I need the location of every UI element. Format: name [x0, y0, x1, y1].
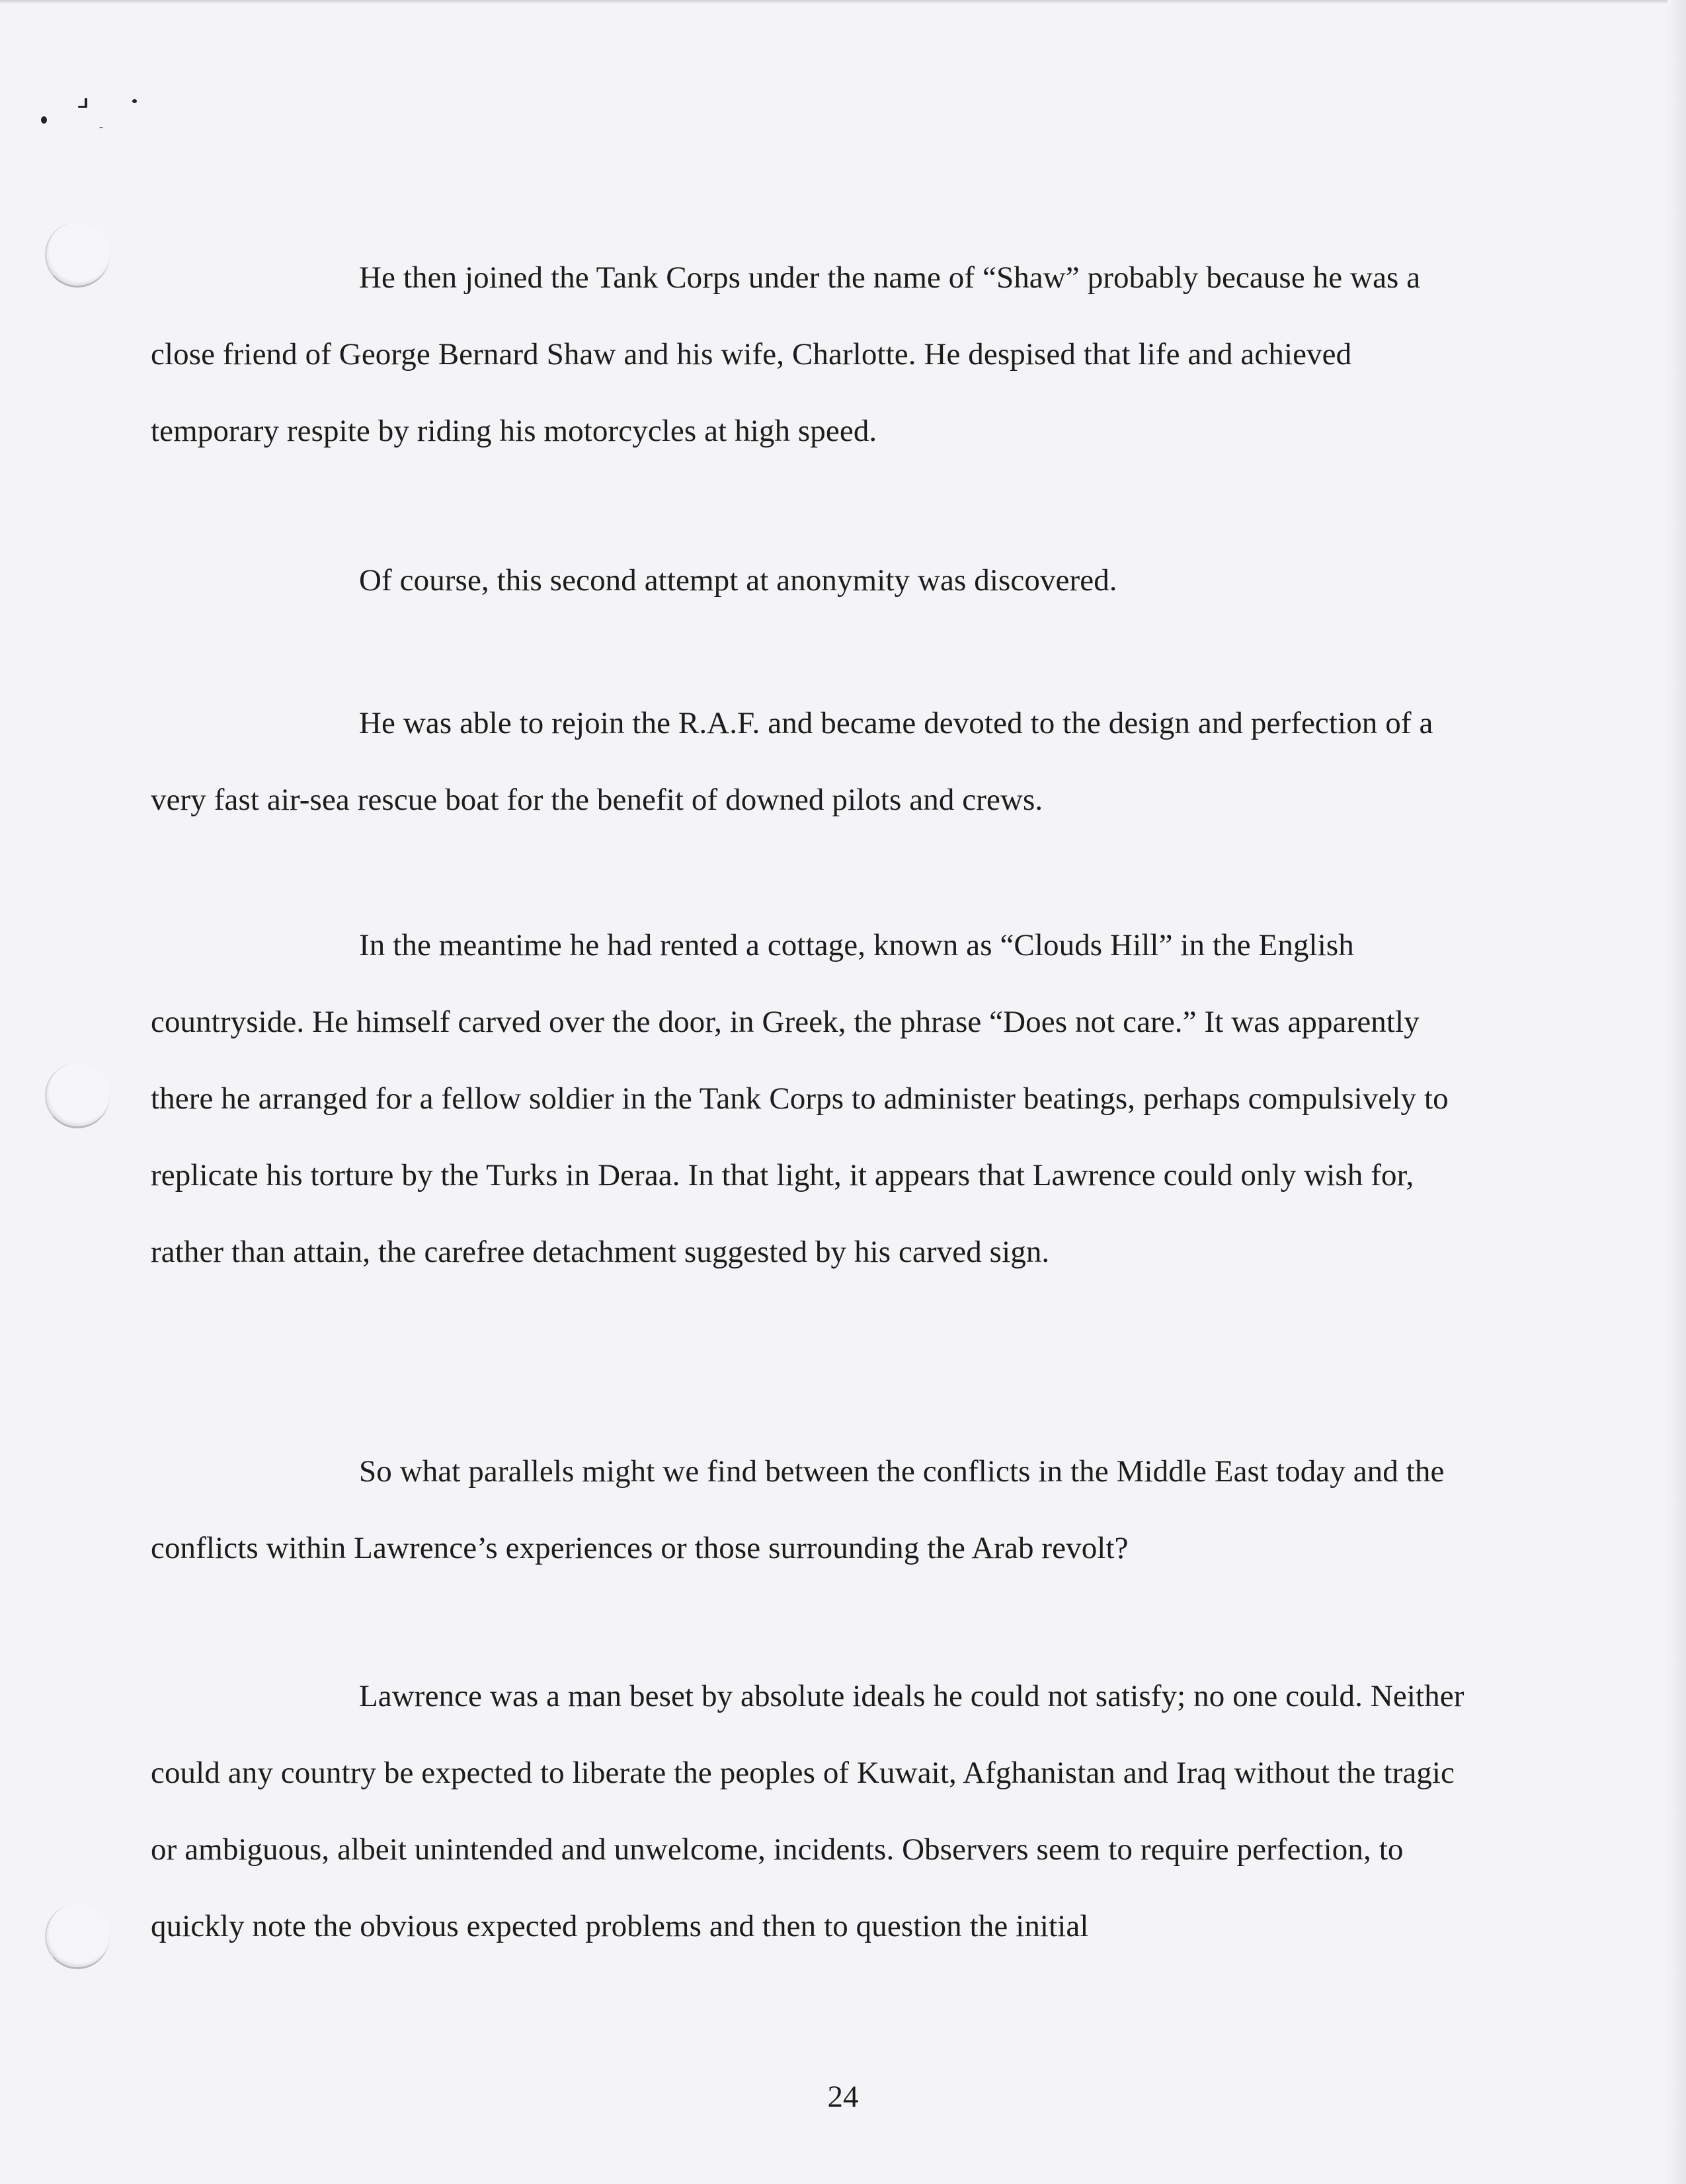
punch-hole-bottom [45, 1904, 110, 1969]
paragraph-middle-east-parallels: So what parallels might we find between the conflicts in the Middle East today and the conflicts within Lawrence’s experiences or those surrounding the Arab revolt? [151, 1454, 1445, 1565]
page-top-edge [0, 0, 1686, 4]
punch-hole-middle [45, 1063, 110, 1128]
scan-speck [41, 116, 47, 124]
paragraph-rejoin-raf: He was able to rejoin the R.A.F. and became devoted to the design and perfection of a very fast air-sea rescue boat for the benefit of downed pilots and crews. [151, 706, 1433, 817]
page-number: 24 [827, 2080, 859, 2114]
paragraph-tank-corps: He then joined the Tank Corps under the name of “Shaw” probably because he was a close friend of George Bernard Shaw and his wife, Charlotte. He despised that life and achieved temporary respite by riding his motorcycles at high speed. [151, 260, 1421, 448]
scan-speck [78, 106, 87, 108]
scan-speck [99, 127, 103, 128]
paragraph-clouds-hill: In the meantime he had rented a cottage, known as “Clouds Hill” in the English countryside. He himself carved over the door, in Greek, the phrase “Does not care.” It was apparently there he arranged for a fellow soldier in the Tank Corps to administer beatings, perhaps compulsively to replicate his torture by the Turks in Deraa. In that light, it appears that Lawrence could only wish for, rather than attain, the carefree detachment suggested by his carved sign. [151, 928, 1449, 1269]
scan-speck [132, 99, 137, 103]
page-right-edge [1667, 0, 1686, 2184]
paragraph-anonymity-discovered: Of course, this second attempt at anonymity was discovered. [359, 563, 1117, 598]
paragraph-absolute-ideals: Lawrence was a man beset by absolute ideals he could not satisfy; no one could. Neither could any country be expected to liberate the peoples of Kuwait, Afghanistan and Iraq without the tragic or ambiguous, albeit unintended and unwelcome, incidents. Observers seem to require perfection, to quickly note the obvious expected problems and then to question the initial [151, 1679, 1465, 1943]
punch-hole-top [45, 222, 110, 288]
